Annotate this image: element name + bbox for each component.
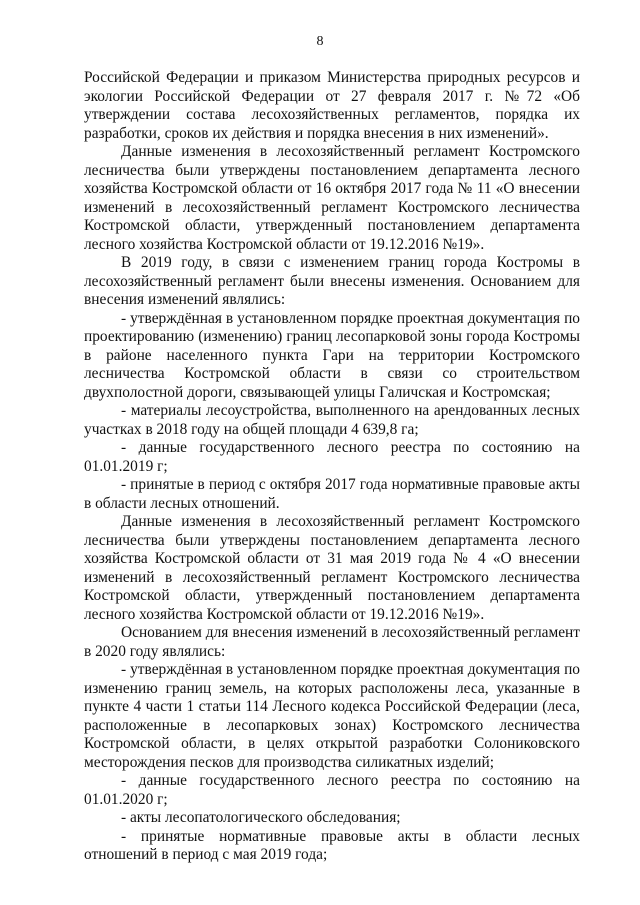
list-item-land-boundaries: - утверждённая в установленном порядке проектная документация по изменению границ земель, на которых расположены леса, указанные в пункте 4 части 1 статьи 114 Лесного кодекса Российской Федерации (леса, расположенные в лесопарковых зонах) Костромского лесничества Костромской области, в целях открытой разработки Солониковского месторождения песков для производства силикатных изделий; <box>84 661 580 771</box>
page-number: 8 <box>316 34 324 49</box>
paragraph-continuation: Российской Федерации и приказом Министерства природных ресурсов и экологии Российской Федерации от 27 февраля 2017 г. №72 «Об утверждении состава лесохозяйственных регламентов, порядка их разработки, сроков их действия и порядка внесения в них изменений». <box>84 69 580 142</box>
list-item-legal-acts-2017: - принятые в период с октября 2017 года нормативные правовые акты в области лесных отношений. <box>84 476 580 512</box>
paragraph-approval-2019: Данные изменения в лесохозяйственный регламент Костромского лесничества были утверждены постановлением департамента лесного хозяйства Костромской области от 31 мая 2019 года № 4 «О внесении изменений в лесохозяйственный регламент Костромского лесничества Костромской области, утвержденный постановлением департамента лесного хозяйства Костромской области от 19.12.2016 №19». <box>84 513 580 623</box>
paragraph-approval-2017: Данные изменения в лесохозяйственный регламент Костромского лесничества были утверждены постановлением департамента лесного хозяйства Костромской области от 16 октября 2017 года № 11 «О внесении изменений в лесохозяйственный регламент Костромского лесничества Костромской области, утвержденный постановлением департамента лесного хозяйства Костромской области от 19.12.2016 №19». <box>84 143 580 253</box>
paragraph-2019-changes: В 2019 году, в связи с изменением границ города Костромы в лесохозяйственный регламент были внесены изменения. Основанием для внесения изменений являлись: <box>84 254 580 308</box>
paragraph-2020-basis: Основанием для внесения изменений в лесохозяйственный регламент в 2020 году являлись: <box>84 624 580 660</box>
document-body <box>84 69 580 865</box>
list-item-legal-acts-2019: - принятые нормативные правовые акты в области лесных отношений в период с мая 2019 года; <box>84 827 580 863</box>
list-item-project-documentation: - утверждённая в установленном порядке проектная документация по проектированию (изменению) границ лесопарковой зоны города Костромы в районе населенного пункта Гари на территории Костромского лесничества Костромской области в связи со строительством двухполостной дороги, связывающей улицы Галичская и Костромская; <box>84 309 580 401</box>
list-item-pathology-survey: - акты лесопатологического обследования; <box>121 809 401 826</box>
list-item-forest-registry-2020: - данные государственного лесного реестра по состоянию на 01.01.2020 г; <box>84 772 580 808</box>
list-item-forest-registry-2019: - данные государственного лесного реестра по состоянию на 01.01.2019 г; <box>84 439 580 475</box>
list-item-forest-inventory: - материалы лесоустройства, выполненного на арендованных лесных участках в 2018 году на общей площади 4 639,8 га; <box>84 402 580 438</box>
